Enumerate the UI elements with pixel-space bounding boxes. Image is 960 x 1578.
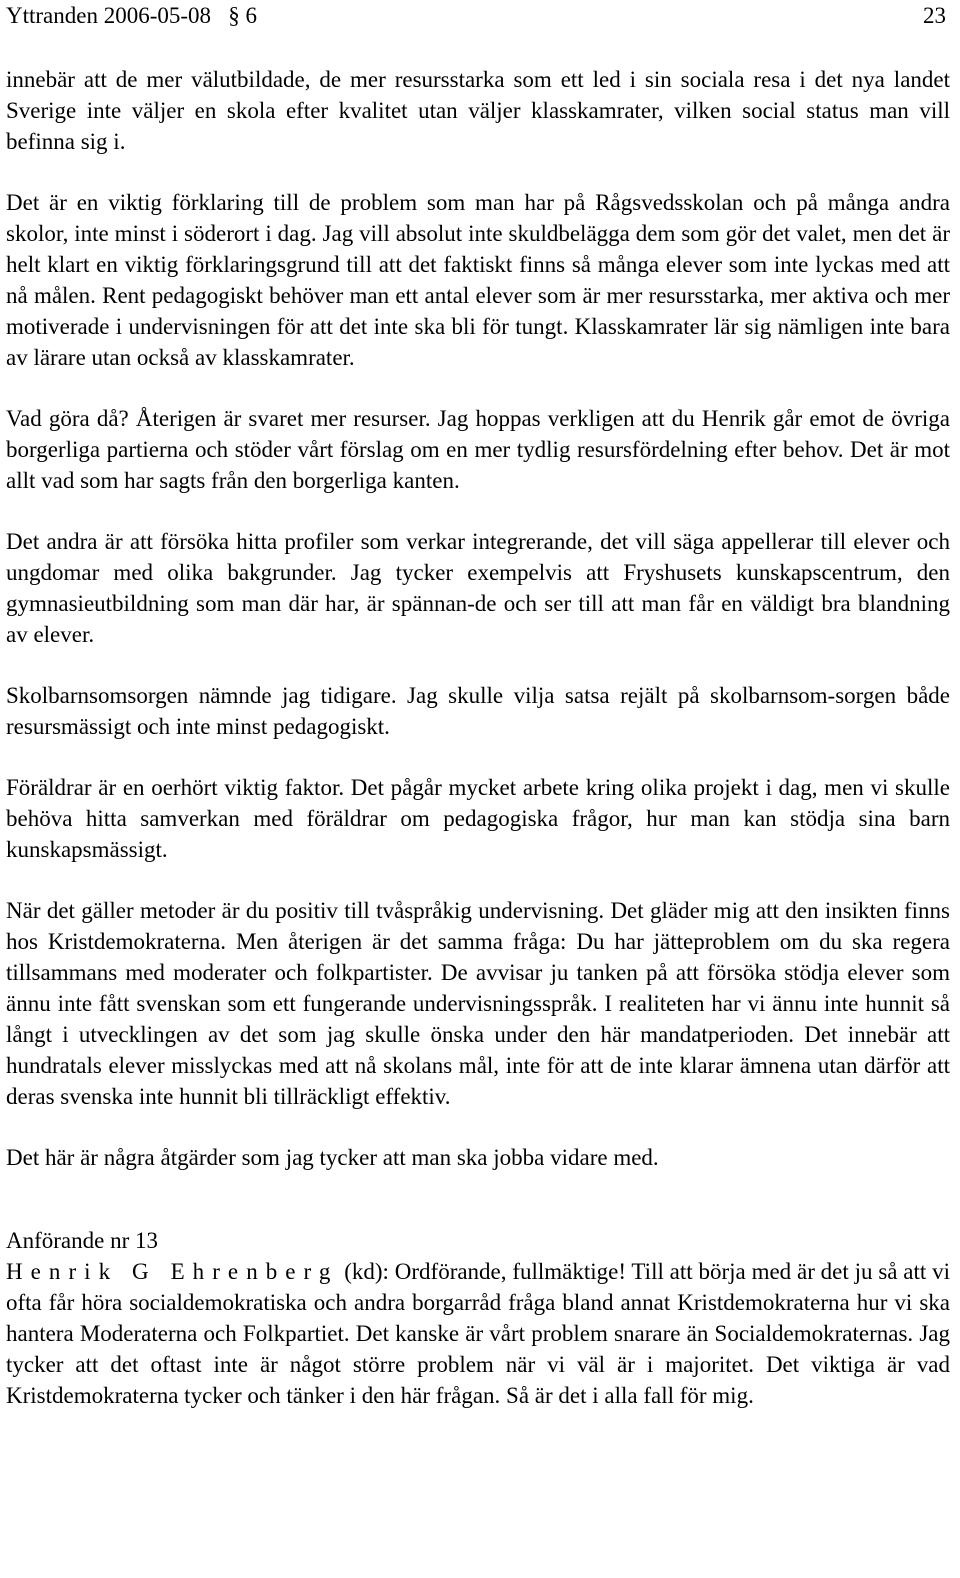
speech-paragraph (6, 1256, 950, 1411)
paragraph: innebär att de mer välutbildade, de mer resursstarka som ett led i sin sociala resa i det nya landet Sverige inte väljer en skola efter kvalitet utan väljer klasskamrater, vilken social status man vill befinna sig i. (6, 67, 950, 154)
speech-text: (kd): Ordförande, fullmäktige! Till att börja med är det ju så att vi ofta får höra socialdemokratiska och andra borgarråd fråga bland annat Kristdemokraterna hur vi ska hantera Moderaterna och Folkpartiet. Det kanske är vårt problem snarare än Socialdemokraternas. Jag tycker att det oftast inte är något större problem när vi väl är i majoritet. Det viktiga är vad Kristdemokraterna tycker och tänker i den här frågan. Så är det i alla fall för mig. (6, 1259, 951, 1408)
paragraph: Det här är några åtgärder som jag tycker att man ska jobba vidare med. (6, 1145, 659, 1170)
paragraph: Vad göra då? Återigen är svaret mer resurser. Jag hoppas verkligen att du Henrik går emot de övriga borgerliga partierna och stöder vårt förslag om en mer tydlig resursfördelning efter behov. Det är mot allt vad som har sagts från den borgerliga kanten. (6, 406, 950, 493)
speaker-name: Henrik G Ehrenberg (6, 1259, 339, 1284)
paragraph: Föräldrar är en oerhört viktig faktor. Det pågår mycket arbete kring olika projekt i dag, men vi skulle behöva hitta samverkan med föräldrar om pedagogiska frågor, hur man kan stödja sina barn kunskapsmässigt. (6, 775, 950, 862)
paragraph: Det är en viktig förklaring till de problem som man har på Rågsvedsskolan och på många andra skolor, inte minst i söderort i dag. Jag vill absolut inte skuldbelägga dem som gör det valet, men det är helt klart en viktig förklaringsgrund till att det faktiskt finns så många elever som inte lyckas med att nå målen. Rent pedagogiskt behöver man ett antal elever som är mer resursstarka, mer aktiva och mer motiverade i undervisningen för att det inte ska bli för tungt. Klasskamrater lär sig nämligen inte bara av lärare utan också av klasskamrater. (6, 190, 950, 370)
speech-heading: Anförande nr 13 (6, 1228, 159, 1253)
document-body (6, 64, 950, 1411)
paragraph: Det andra är att försöka hitta profiler som verkar integrerande, det vill säga appellerar till elever och ungdomar med olika bakgrunder. Jag tycker exempelvis att Fryshusets kunskapscentrum, den gymnasieutbildning som man där har, är spännan-de och ser till att man får en väldigt bra blandning av elever. (6, 529, 950, 647)
page-header (6, 0, 946, 32)
paragraph: Skolbarnsomsorgen nämnde jag tidigare. Jag skulle vilja satsa rejält på skolbarnsom-sorgen både resursmässigt och inte minst pedagogiskt. (6, 683, 950, 739)
page-number: 23 (923, 3, 946, 28)
header-title: Yttranden 2006-05-08 § 6 (6, 3, 258, 28)
paragraph: När det gäller metoder är du positiv till tvåspråkig undervisning. Det gläder mig att den insikten finns hos Kristdemokraterna. Men återigen är det samma fråga: Du har jätteproblem om du ska regera tillsammans med moderater och folkpartister. De avvisar ju tanken på att försöka stödja elever som ännu inte fått svenskan som ett fungerande undervisningsspråk. I realiteten har vi ännu inte hunnit så långt i utvecklingen av det som jag skulle önska under den här mandatperioden. Det innebär att hundratals elever misslyckas med att nå skolans mål, inte för att de inte klarar ämnena utan därför att deras svenska inte hunnit bli tillräckligt effektiv. (6, 898, 950, 1109)
